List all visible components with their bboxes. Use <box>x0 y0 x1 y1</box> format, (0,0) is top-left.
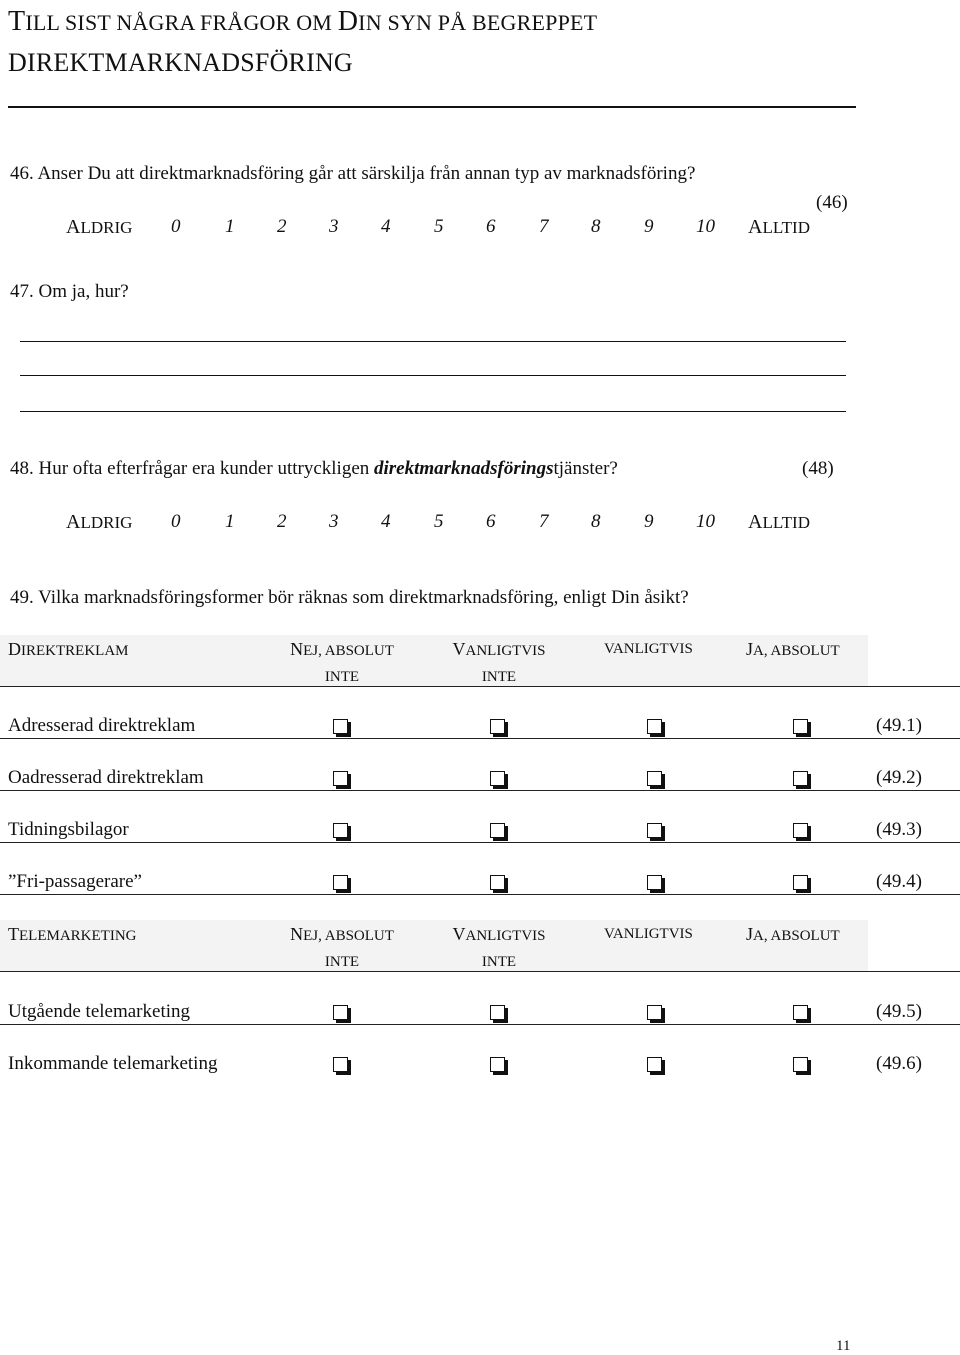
title-rest-2: IN SYN PÅ BEGREPPET <box>358 10 598 35</box>
question-47: 47. Om ja, hur? <box>10 281 129 302</box>
scale-8[interactable]: 8 <box>591 216 601 237</box>
checkbox-usually[interactable] <box>647 823 662 838</box>
row-divider <box>0 790 960 791</box>
scale-7[interactable]: 7 <box>539 216 549 237</box>
checkbox-usually-not[interactable] <box>490 771 505 786</box>
checkbox-usually-not[interactable] <box>490 1005 505 1020</box>
checkbox-usually[interactable] <box>647 1005 662 1020</box>
question-46-ref: (46) <box>816 192 848 213</box>
row-label: Adresserad direktreklam <box>8 715 196 736</box>
question-48-emphasis: direktmarknadsförings <box>374 458 554 479</box>
column-header-yes-absolutely: JA, ABSOLUT <box>746 924 840 944</box>
group-1-header-rule <box>0 686 960 687</box>
group-2-header: TELEMARKETING <box>8 924 137 944</box>
page-number: 11 <box>836 1338 851 1354</box>
column-header-usually: VANLIGTVIS <box>604 641 693 657</box>
checkbox-usually-not[interactable] <box>490 875 505 890</box>
scale-label-never: ALDRIG <box>66 511 133 533</box>
scale-label-always: ALLTID <box>748 511 810 533</box>
checkbox-no-absolutely-not[interactable] <box>333 719 348 734</box>
row-ref: (49.5) <box>876 1001 922 1022</box>
scale-5[interactable]: 5 <box>434 216 444 237</box>
scale-2[interactable]: 2 <box>277 511 287 532</box>
checkbox-yes-absolutely[interactable] <box>793 1005 808 1020</box>
scale-2[interactable]: 2 <box>277 216 287 237</box>
checkbox-usually[interactable] <box>647 719 662 734</box>
scale-label-always: ALLTID <box>748 216 810 238</box>
row-divider <box>0 738 960 739</box>
scale-10[interactable]: 10 <box>696 216 715 237</box>
title-initial: T <box>8 6 26 37</box>
row-label: Tidningsbilagor <box>8 819 129 840</box>
row-label: ”Fri-passagerare” <box>8 871 142 892</box>
scale-8[interactable]: 8 <box>591 511 601 532</box>
scale-5[interactable]: 5 <box>434 511 444 532</box>
column-header-usually-not: VANLIGTVIS INTE <box>452 639 546 685</box>
scale-9[interactable]: 9 <box>644 511 654 532</box>
scale-label-never: ALDRIG <box>66 216 133 238</box>
column-header-no-absolutely-not: NEJ, ABSOLUT INTE <box>290 924 394 970</box>
checkbox-usually-not[interactable] <box>490 823 505 838</box>
checkbox-no-absolutely-not[interactable] <box>333 1057 348 1072</box>
checkbox-no-absolutely-not[interactable] <box>333 1005 348 1020</box>
checkbox-usually-not[interactable] <box>490 1057 505 1072</box>
scale-6[interactable]: 6 <box>486 216 496 237</box>
checkbox-usually[interactable] <box>647 771 662 786</box>
question-48-ref: (48) <box>802 458 834 479</box>
scale-9[interactable]: 9 <box>644 216 654 237</box>
checkbox-usually[interactable] <box>647 1057 662 1072</box>
row-divider <box>0 1024 960 1025</box>
checkbox-no-absolutely-not[interactable] <box>333 875 348 890</box>
section-title-line-1 <box>8 8 597 36</box>
checkbox-no-absolutely-not[interactable] <box>333 771 348 786</box>
question-49: 49. Vilka marknadsföringsformer bör räknas som direktmarknadsföring, enligt Din åsikt? <box>10 587 689 608</box>
question-48-scale <box>0 511 960 537</box>
checkbox-yes-absolutely[interactable] <box>793 875 808 890</box>
question-48 <box>10 458 618 480</box>
checkbox-yes-absolutely[interactable] <box>793 771 808 786</box>
row-divider <box>0 842 960 843</box>
checkbox-no-absolutely-not[interactable] <box>333 823 348 838</box>
column-header-usually-not: VANLIGTVIS INTE <box>452 924 546 970</box>
row-ref: (49.1) <box>876 715 922 736</box>
scale-0[interactable]: 0 <box>171 511 181 532</box>
column-header-usually: VANLIGTVIS <box>604 926 693 942</box>
question-48-text: 48. Hur ofta efterfrågar era kunder uttryckligen <box>10 458 374 479</box>
scale-1[interactable]: 1 <box>225 216 235 237</box>
column-header-no-absolutely-not: NEJ, ABSOLUT INTE <box>290 639 394 685</box>
row-ref: (49.4) <box>876 871 922 892</box>
scale-0[interactable]: 0 <box>171 216 181 237</box>
scale-3[interactable]: 3 <box>329 511 339 532</box>
answer-line-1[interactable] <box>20 341 846 342</box>
scale-3[interactable]: 3 <box>329 216 339 237</box>
checkbox-yes-absolutely[interactable] <box>793 823 808 838</box>
question-46-scale <box>0 216 960 242</box>
group-1-header: DIREKTREKLAM <box>8 639 129 659</box>
scale-10[interactable]: 10 <box>696 511 715 532</box>
scale-4[interactable]: 4 <box>381 216 391 237</box>
group-1-header-band <box>0 635 868 687</box>
row-label: Oadresserad direktreklam <box>8 767 204 788</box>
answer-line-3[interactable] <box>20 411 846 412</box>
group-2-header-rule <box>0 971 960 972</box>
row-ref: (49.3) <box>876 819 922 840</box>
title-initial-2: D <box>337 6 359 37</box>
title-rest: ILL SIST NÅGRA FRÅGOR OM <box>25 10 338 35</box>
column-header-yes-absolutely: JA, ABSOLUT <box>746 639 840 659</box>
title-underline <box>8 106 856 108</box>
checkbox-usually-not[interactable] <box>490 719 505 734</box>
answer-line-2[interactable] <box>20 375 846 376</box>
scale-7[interactable]: 7 <box>539 511 549 532</box>
row-label: Inkommande telemarketing <box>8 1053 218 1074</box>
section-title-line-2 <box>8 50 353 76</box>
question-46: 46. Anser Du att direktmarknadsföring går att särskilja från annan typ av marknadsföring? <box>10 163 696 184</box>
question-48-text-end: tjänster? <box>553 458 618 479</box>
row-ref: (49.2) <box>876 767 922 788</box>
scale-6[interactable]: 6 <box>486 511 496 532</box>
checkbox-usually[interactable] <box>647 875 662 890</box>
checkbox-yes-absolutely[interactable] <box>793 719 808 734</box>
scale-1[interactable]: 1 <box>225 511 235 532</box>
scale-4[interactable]: 4 <box>381 511 391 532</box>
row-ref: (49.6) <box>876 1053 922 1074</box>
row-label: Utgående telemarketing <box>8 1001 191 1022</box>
row-divider <box>0 894 960 895</box>
checkbox-yes-absolutely[interactable] <box>793 1057 808 1072</box>
title-line-2-text: DIREKTMARKNADSFÖRING <box>8 48 353 77</box>
